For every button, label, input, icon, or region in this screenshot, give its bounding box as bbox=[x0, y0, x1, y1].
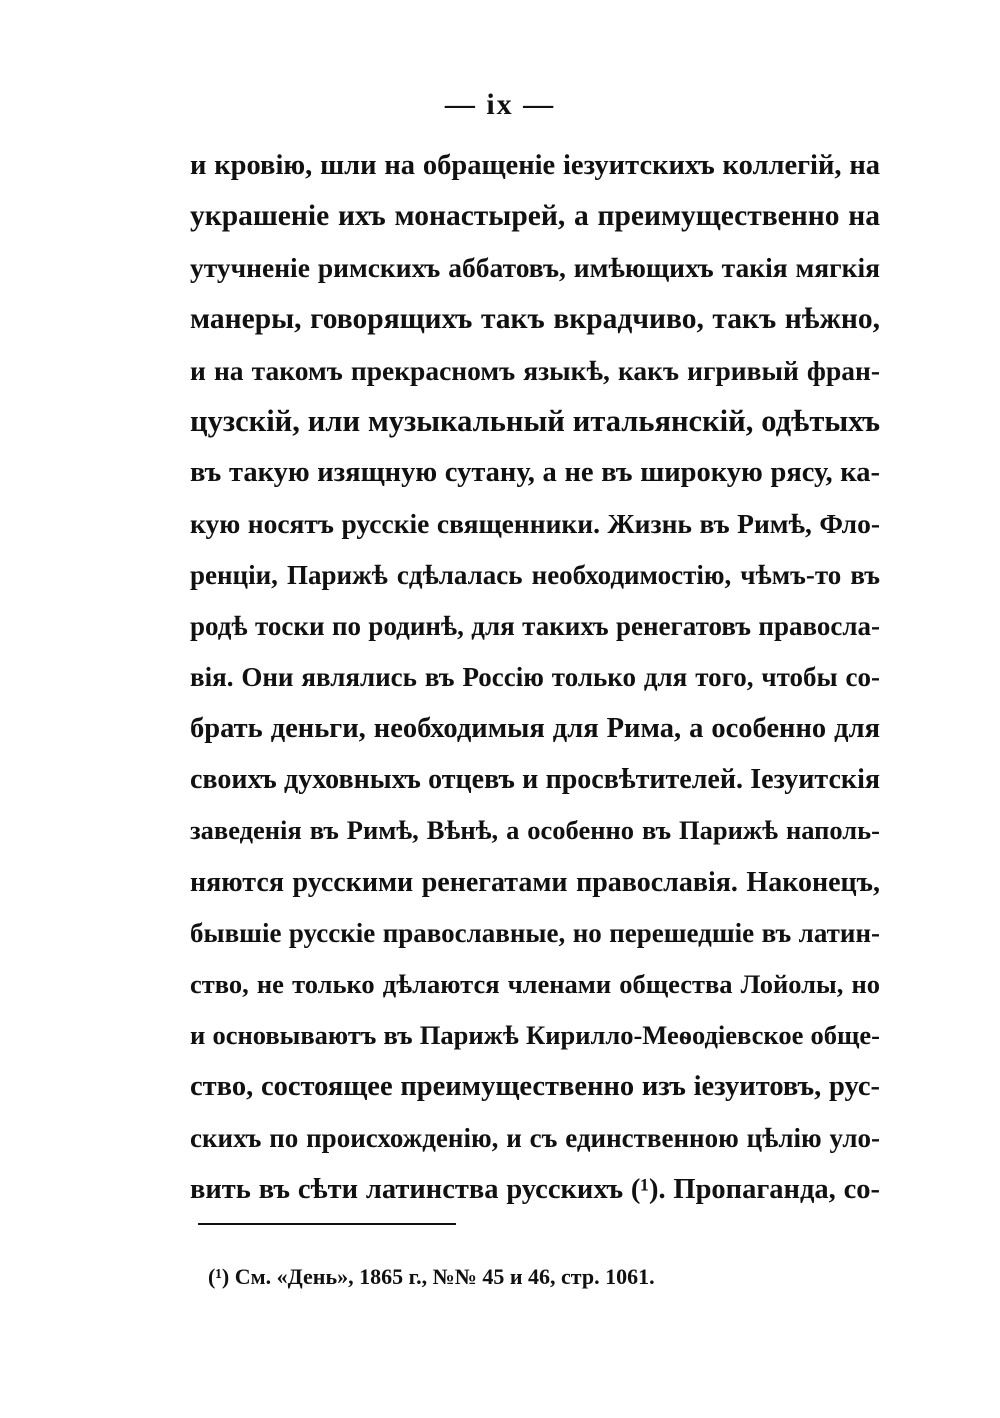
text-line: украшеніе ихъ монастырей, а преимущественно на bbox=[190, 200, 880, 233]
text-line: вія. Они являлись въ Россію только для того, чтобы со- bbox=[190, 661, 880, 692]
text-line: няются русскими ренегатами православія. Наконецъ, bbox=[190, 866, 880, 898]
text-line: утучненіе римскихъ аббатовъ, имѣющихъ такія мягкія bbox=[190, 252, 880, 284]
body-text bbox=[190, 140, 880, 1215]
text-line: ство, состоящее преимущественно изъ іезуитовъ, рус- bbox=[190, 1071, 880, 1103]
text-line: и на такомъ прекрасномъ языкѣ, какъ игривый фран- bbox=[190, 354, 880, 386]
text-line: ство, не только дѣлаются членами общества Лойолы, но bbox=[190, 969, 880, 999]
text-line: цузскій, или музыкальный итальянскій, одѣтыхъ bbox=[190, 403, 880, 438]
text-line: бывшіе русскіе православные, но перешедшіе въ латин- bbox=[190, 917, 880, 948]
text-line: заведенія въ Римѣ, Вѣнѣ, а особенно въ Парижѣ наполь- bbox=[190, 815, 880, 846]
text-line: и кровію, шли на обращеніе іезуитскихъ коллегій, на bbox=[190, 150, 880, 181]
text-line: манеры, говорящихъ такъ вкрадчиво, такъ нѣжно, bbox=[190, 302, 880, 335]
text-line: своихъ духовныхъ отцевъ и просвѣтителей. Іезуитскія bbox=[190, 764, 880, 796]
text-line: и основываютъ въ Парижѣ Кирилло-Меѳодіевское обще- bbox=[190, 1020, 880, 1051]
text-line: въ такую изящную сутану, а не въ широкую рясу, ка- bbox=[190, 457, 880, 489]
footnote-divider bbox=[198, 1223, 456, 1225]
text-line: брать деньги, необходимыя для Рима, а особенно для bbox=[190, 713, 880, 745]
text-line: ренціи, Парижѣ сдѣлалась необходимостію, чѣмъ-то въ bbox=[190, 559, 880, 590]
text-line: скихъ по происхожденію, и съ единственною цѣлію уло- bbox=[190, 1122, 880, 1153]
text-line: вить въ сѣти латинства русскихъ (¹). Пропаганда, со- bbox=[190, 1173, 880, 1205]
text-line: кую носятъ русскіе священники. Жизнь въ Римѣ, Фло- bbox=[190, 508, 880, 540]
footnote: (¹) См. «День», 1865 г., №№ 45 и 46, стр. 1061. bbox=[208, 1264, 655, 1289]
text-line: родѣ тоски по родинѣ, для такихъ ренегатовъ правосла- bbox=[190, 610, 880, 641]
page-number: — ix — bbox=[444, 88, 556, 121]
